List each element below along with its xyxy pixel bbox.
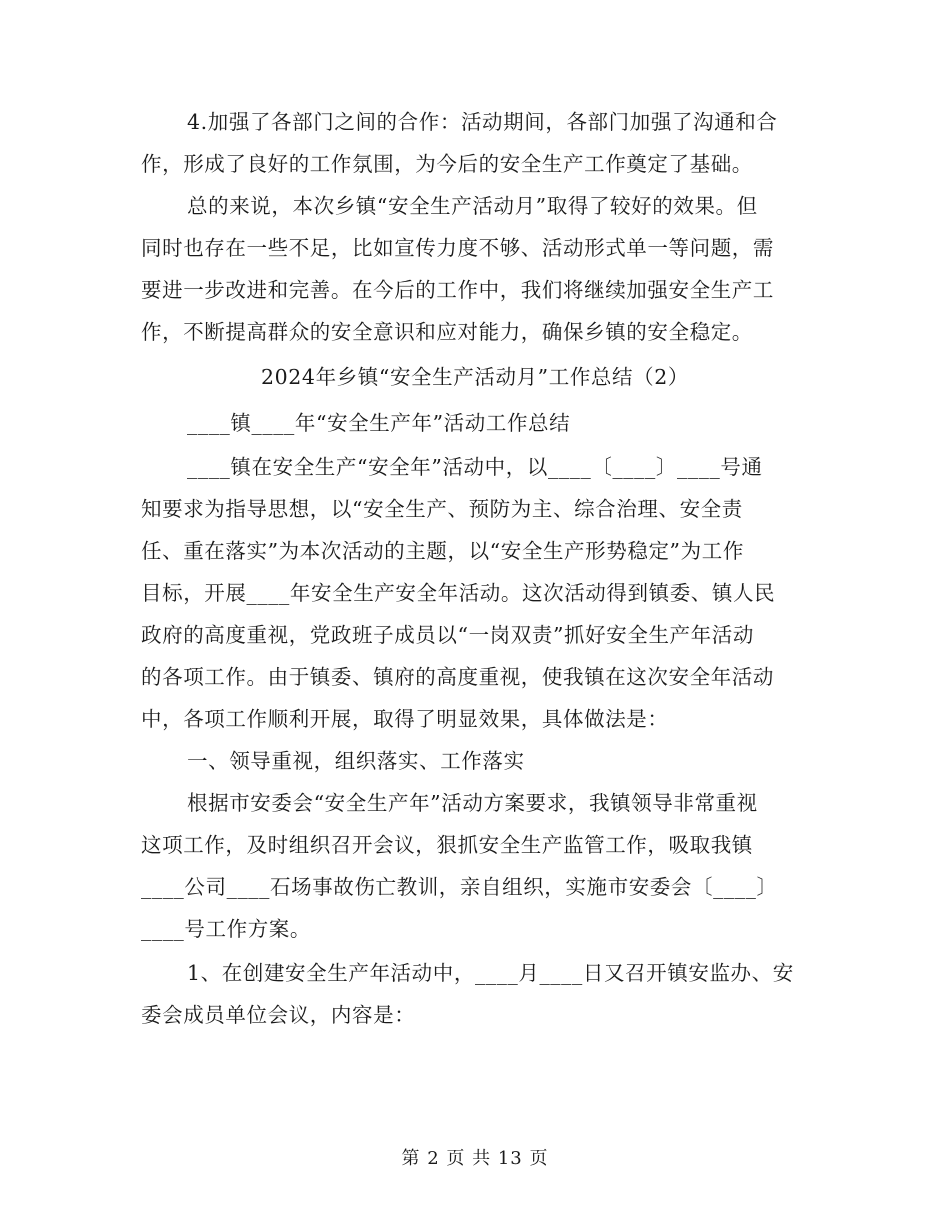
paragraph-line: 知要求为指导思想，以“安全生产、预防为主、综合治理、安全责 <box>141 497 743 521</box>
section-title: 2024年乡镇“安全生产活动月”工作总结（2） <box>261 365 689 389</box>
paragraph-line: 作，形成了良好的工作氛围，为今后的安全生产工作奠定了基础。 <box>141 152 753 176</box>
paragraph-line: 目标，开展____年安全生产安全年活动。这次活动得到镇委、镇人民 <box>141 581 776 605</box>
paragraph-line: 政府的高度重视，党政班子成员以“一岗双责”抓好安全生产年活动 <box>141 623 754 647</box>
subtitle-line: ____镇____年“安全生产年”活动工作总结 <box>187 411 571 435</box>
heading-line: 一、领导重视，组织落实、工作落实 <box>187 749 525 773</box>
paragraph-line: 中，各项工作顺利开展，取得了明显效果，具体做法是： <box>141 707 669 731</box>
paragraph-line: 同时也存在一些不足，比如宣传力度不够、活动形式单一等问题，需 <box>141 236 774 260</box>
paragraph-line: ____镇在安全生产“安全年”活动中，以____〔____〕____号通 <box>187 455 763 479</box>
paragraph-line: 要进一步改进和完善。在今后的工作中，我们将继续加强安全生产工 <box>141 278 774 302</box>
paragraph-line: 委会成员单位会议，内容是： <box>141 1003 416 1027</box>
paragraph-line: 的各项工作。由于镇委、镇府的高度重视，使我镇在这次安全年活动 <box>141 665 774 689</box>
paragraph-line: 这项工作，及时组织召开会议，狠抓安全生产监管工作，吸取我镇 <box>141 833 753 857</box>
paragraph-line: ____号工作方案。 <box>141 917 311 941</box>
paragraph-line: 任、重在落实”为本次活动的主题，以“安全生产形势稳定”为工作 <box>141 539 744 563</box>
paragraph-line: 根据市安委会“安全生产年”活动方案要求，我镇领导非常重视 <box>187 791 758 815</box>
paragraph-line: 1、在创建安全生产年活动中，____月____日又召开镇安监办、安 <box>187 961 794 985</box>
page-footer: 第 2 页 共 13 页 <box>401 1148 549 1169</box>
paragraph-line: ____公司____石场事故伤亡教训，亲自组织，实施市安委会〔____〕 <box>141 875 778 899</box>
paragraph-line: 作，不断提高群众的安全意识和应对能力，确保乡镇的安全稳定。 <box>141 320 753 344</box>
paragraph-line: 4.加强了各部门之间的合作：活动期间，各部门加强了沟通和合 <box>187 110 778 134</box>
paragraph-line: 总的来说，本次乡镇“安全生产活动月”取得了较好的效果。但 <box>187 194 758 218</box>
